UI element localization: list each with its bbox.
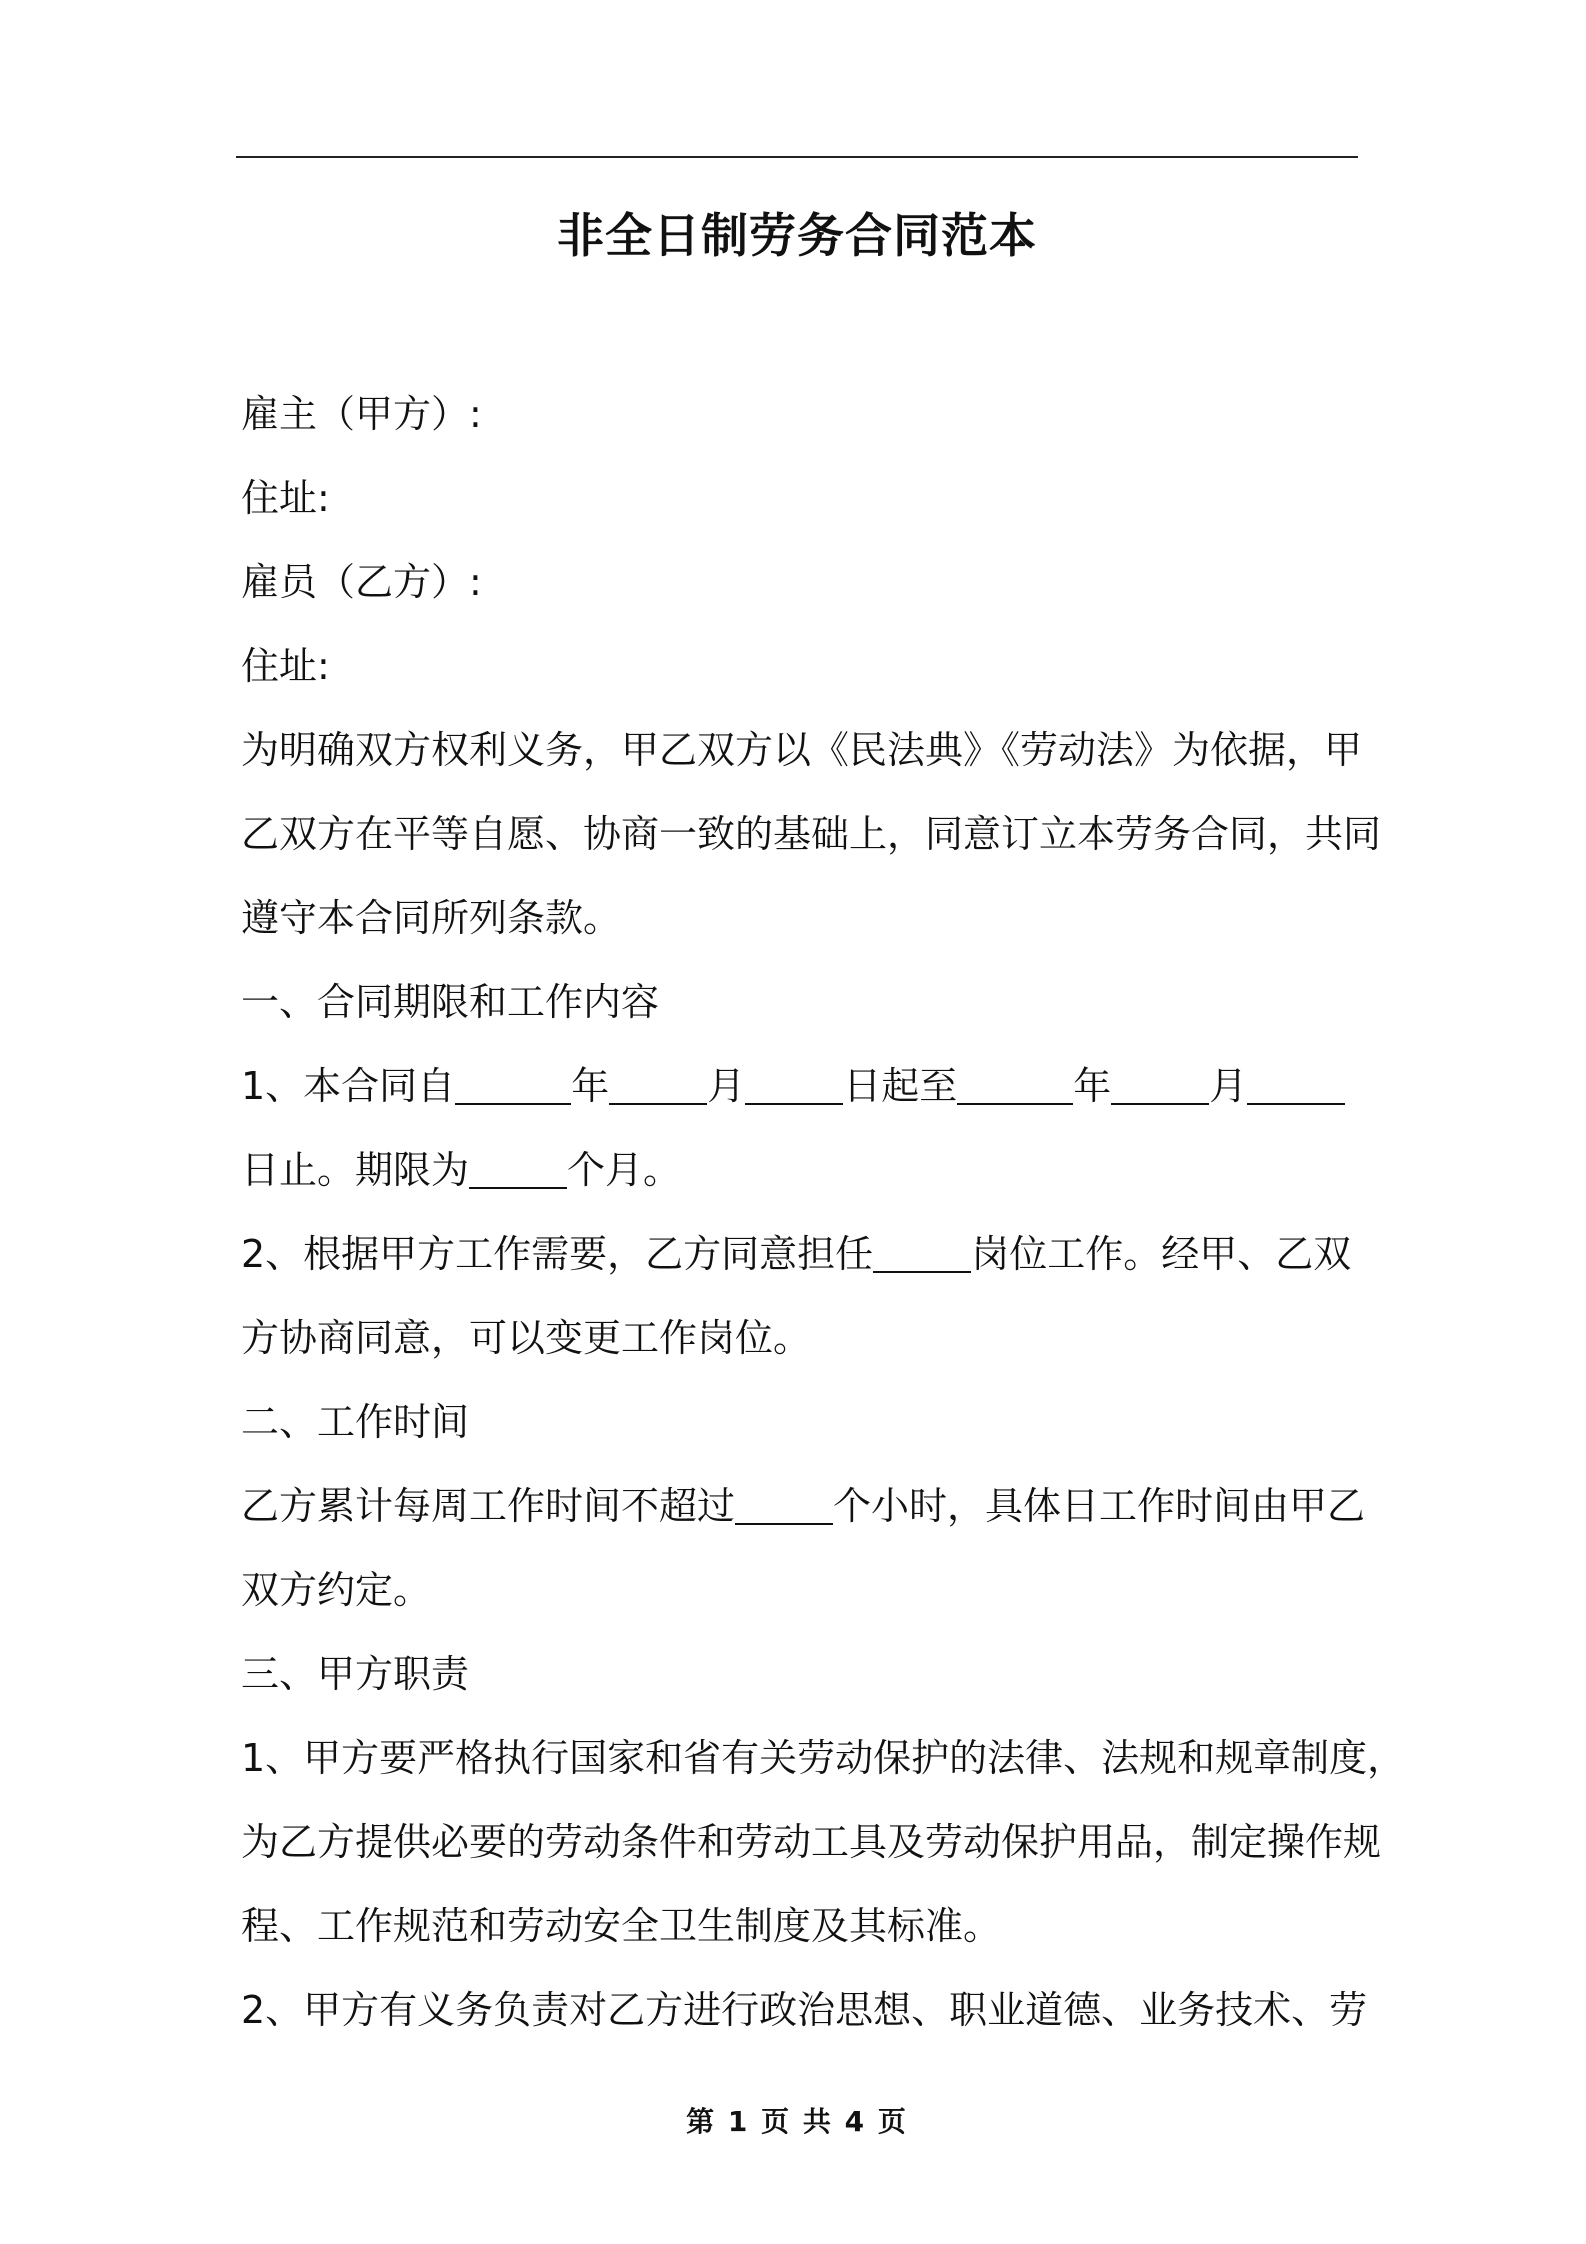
clause-text: 日起至 [843,1064,958,1108]
section-heading: 二、工作时间 [241,1400,470,1444]
intro-paragraph-line: 乙双方在平等自愿、协商一致的基础上，同意订立本劳务合同，共同 [241,812,1382,856]
employee-address-label: 住址: [241,644,330,688]
fill-in-blank[interactable] [745,1067,843,1105]
clause-text: 个月。 [567,1148,682,1192]
fill-in-blank[interactable] [1111,1067,1209,1105]
fill-in-blank[interactable] [873,1235,971,1273]
fill-in-blank[interactable] [1247,1067,1345,1105]
section-heading: 一、合同期限和工作内容 [241,980,660,1024]
section-heading: 三、甲方职责 [241,1652,470,1696]
header-rule [236,156,1358,158]
clause-text: 1、本合同自 [241,1064,456,1108]
employer-address-label: 住址: [241,476,330,520]
clause-line [241,1128,1361,1212]
fill-in-blank[interactable] [957,1067,1073,1105]
clause-text: 日止。期限为 [241,1148,470,1192]
clause-text: 月 [707,1064,746,1108]
page-indicator: 第 1 页 共 4 页 [686,2105,908,2138]
clause-line [241,1464,1366,1548]
clause-line: 为乙方提供必要的劳动条件和劳动工具及劳动保护用品，制定操作规 [241,1820,1382,1864]
fill-in-blank[interactable] [455,1067,571,1105]
fill-in-blank[interactable] [469,1151,567,1189]
clause-text: 年 [571,1064,610,1108]
employee-label: 雇员（乙方）: [241,560,482,604]
clause-text: 个小时，具体日工作时间由甲乙 [833,1484,1366,1528]
clause-text: 月 [1209,1064,1248,1108]
employer-label: 雇主（甲方）: [241,392,482,436]
clause-text: 乙方累计每周工作时间不超过 [241,1484,736,1528]
clause-line: 程、工作规范和劳动安全卫生制度及其标准。 [241,1904,1002,1948]
intro-paragraph-line: 遵守本合同所列条款。 [241,896,622,940]
clause-text: 年 [1073,1064,1112,1108]
clause-line [241,1212,1361,1296]
intro-paragraph-line: 为明确双方权利义务，甲乙双方以《民法典》《劳动法》为依据，甲 [241,728,1363,772]
clause-line: 2、甲方有义务负责对乙方进行政治思想、职业道德、业务技术、劳 [241,1988,1368,2032]
clause-text: 2、根据甲方工作需要，乙方同意担任 [241,1232,874,1276]
clause-line [241,1044,1361,1128]
clause-line: 双方约定。 [241,1568,432,1612]
document-body [241,372,1406,2052]
document-title: 非全日制劳务合同范本 [557,209,1037,264]
fill-in-blank[interactable] [735,1487,833,1525]
clause-line: 方协商同意，可以变更工作岗位。 [241,1316,812,1360]
clause-line: 1、甲方要严格执行国家和省有关劳动保护的法律、法规和规章制度， [241,1736,1406,1780]
fill-in-blank[interactable] [609,1067,707,1105]
clause-text: 岗位工作。经甲、乙双 [971,1232,1352,1276]
